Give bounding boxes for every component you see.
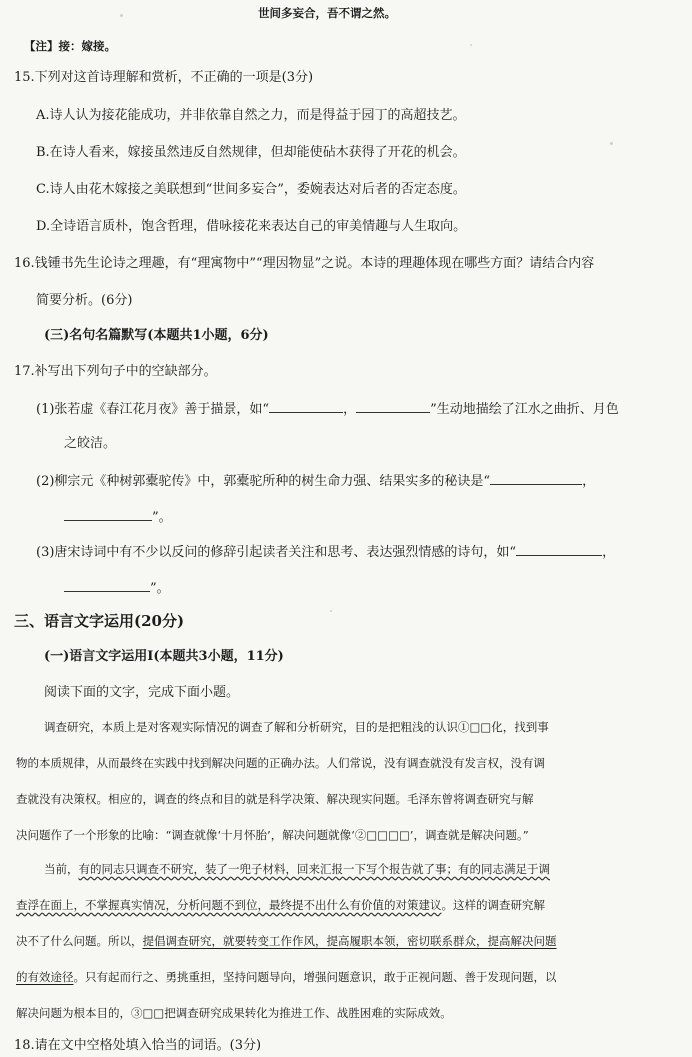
p2-l2-plain: 。这样的调查研究解 xyxy=(441,898,545,912)
passage-p1-line-1: 调查研究，本质上是对客观实际情况的调查了解和分析研究，目的是把粗浅的认识①□□化，找到事 xyxy=(44,720,549,734)
poem-last-line: 世间多妄合，吾不谓之然。 xyxy=(258,6,396,20)
passage-p2-line-4 xyxy=(16,968,557,986)
section-language-heading: 三、语言文字运用(20分) xyxy=(14,612,185,630)
q17-2-prefix: (2)柳宗元《种树郭橐驼传》中，郭橐驼所种的树生命力强、结果实多的秘诀是“ xyxy=(36,474,491,489)
passage-p2-line-5: 解决问题为根本目的，③□□把调查研究成果转化为推进工作、战胜困难的实际成效。 xyxy=(16,1006,452,1020)
q17-3-blank-2[interactable] xyxy=(64,577,150,592)
question-16-line-1: 16.钱锺书先生论诗之理趣，有“理寓物中”“理因物显”之说。本诗的理趣体现在哪些方面？请结合内容 xyxy=(14,256,595,271)
p2-l1-wavy: 有的同志只调查不研究，装了一兜子材料，回来汇报一下写个报告就了事；有的同志满足于调 xyxy=(78,862,550,876)
section-language-1-heading: (一)语言文字运用Ⅰ(本题共3小题，11分) xyxy=(44,649,284,664)
q17-1-blank-2[interactable] xyxy=(356,398,430,413)
p2-l4-plain: 。只有起而行之、勇挑重担，坚持问题导向，增强问题意识，敢于正视问题、善于发现问题，以 xyxy=(73,970,557,984)
passage-p1-line-2: 物的本质规律，从而最终在实践中找到解决问题的正确办法。人们常说，没有调查就没有发言权，没有调 xyxy=(16,756,545,770)
question-17-item-3 xyxy=(36,541,615,562)
question-15-option-a: A.诗人认为接花能成功，并非依靠自然之力，而是得益于园丁的高超技艺。 xyxy=(36,108,466,123)
question-15-option-b: B.在诗人看来，嫁接虽然违反自然规律，但却能使砧木获得了开花的机会。 xyxy=(36,145,466,160)
q17-2-end: ”。 xyxy=(152,510,172,525)
q17-2-blank-1[interactable] xyxy=(490,470,582,485)
p2-l3-plain: 决不了什么问题。所以， xyxy=(16,934,143,948)
question-17-item-1 xyxy=(36,398,619,419)
q17-3-prefix: (3)唐宋诗词中有不少以反问的修辞引起读者关注和思考、表达强烈情感的诗句，如“ xyxy=(36,545,517,560)
q17-3-end: ”。 xyxy=(150,581,170,596)
q17-1-comma: ， xyxy=(343,402,357,417)
p2-l1-plain: 当前， xyxy=(44,862,79,876)
question-16-line-2: 简要分析。(6分) xyxy=(36,293,133,308)
q17-1-blank-1[interactable] xyxy=(269,398,343,413)
q17-2-comma: ， xyxy=(582,474,596,489)
passage-p1-line-4: 决问题作了一个形象的比喻：“调查就像‘十月怀胎’，解决问题就像‘②□□□□’，调查就是解决问题。” xyxy=(16,828,529,842)
section-dictation-heading: (三)名句名篇默写(本题共1小题，6分) xyxy=(44,328,269,343)
question-18-stem: 18.请在文中空格处填入恰当的词语。(3分) xyxy=(14,1038,262,1053)
q17-1-prefix: (1)张若虚《春江花月夜》善于描景，如“ xyxy=(36,402,270,417)
passage-p2-line-2 xyxy=(16,896,545,914)
q17-2-blank-2[interactable] xyxy=(64,506,152,521)
q17-3-comma: ， xyxy=(602,545,616,560)
reading-instruction: 阅读下面的文字，完成下面小题。 xyxy=(44,685,240,700)
q17-3-blank-1[interactable] xyxy=(516,541,602,556)
p2-l2-wavy: 查浮在面上，不掌握真实情况，分析问题不到位，最终提不出什么有价值的对策建议 xyxy=(16,898,442,912)
question-15-option-c: C.诗人由花木嫁接之美联想到“世间多妄合”，委婉表达对后者的否定态度。 xyxy=(36,182,466,197)
passage-p2-line-3 xyxy=(16,932,557,950)
question-15-option-d: D.全诗语言质朴，饱含哲理，借咏接花来表达自己的审美情趣与人生取向。 xyxy=(36,219,467,234)
question-17-item-3-cont xyxy=(64,577,170,598)
p2-l4-underlined: 的有效途径 xyxy=(16,970,74,984)
question-17-item-2-cont xyxy=(64,506,172,527)
question-17-item-2 xyxy=(36,470,595,491)
question-17-stem: 17.补写出下列句子中的空缺部分。 xyxy=(14,364,217,379)
annotation-note: 【注】接：嫁接。 xyxy=(24,39,116,53)
p2-l3-underlined: 提倡调查研究，就要转变工作作风，提高履职本领，密切联系群众，提高解决问题 xyxy=(142,934,557,948)
q17-1-suffix: ”生动地描绘了江水之曲折、月色 xyxy=(430,402,619,417)
question-17-item-1-cont: 之皎洁。 xyxy=(64,436,117,451)
passage-p1-line-3: 查就没有决策权。相应的，调查的终点和目的就是科学决策、解决现实问题。毛泽东曾将调查研究与解 xyxy=(16,792,534,806)
passage-p2-line-1 xyxy=(44,860,550,878)
question-15-stem: 15.下列对这首诗理解和赏析，不正确的一项是(3分) xyxy=(14,70,314,85)
